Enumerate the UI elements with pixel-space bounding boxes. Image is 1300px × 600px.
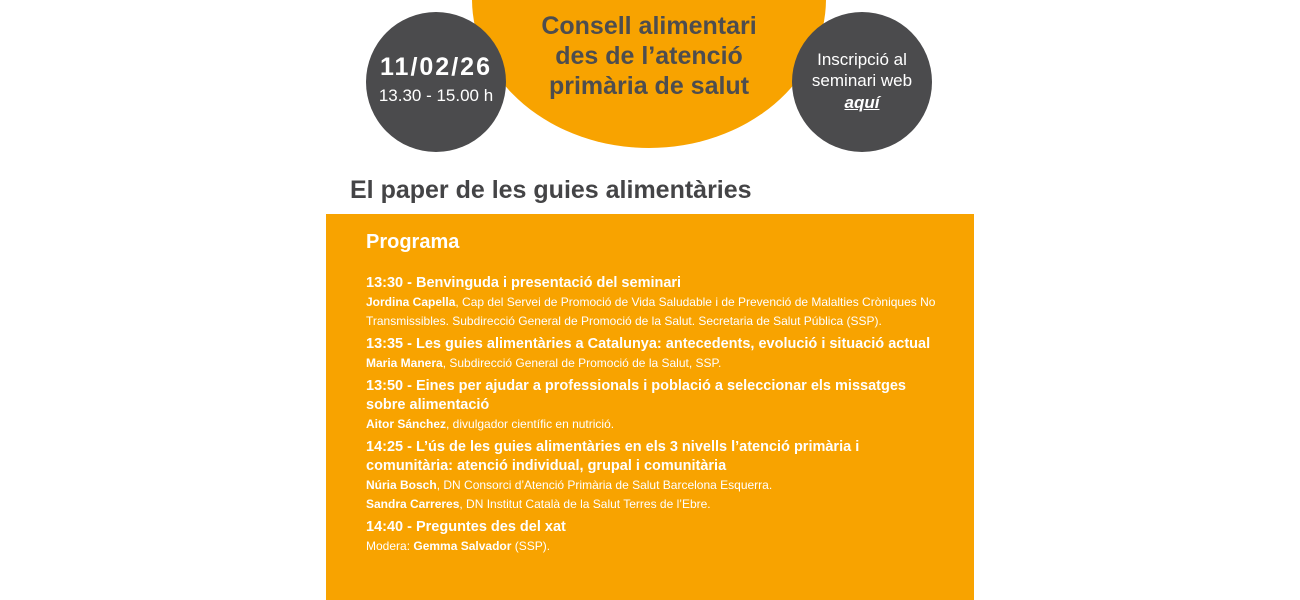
speaker-role: , divulgador científic en nutrició. — [446, 417, 615, 431]
agenda-item — [366, 518, 946, 556]
speaker-name: Núria Bosch — [366, 478, 437, 492]
speaker-line — [366, 537, 946, 556]
registration-line-1: Inscripció al — [817, 50, 907, 69]
speaker-role: , DN Consorci d’Atenció Primària de Salut Barcelona Esquerra. — [436, 478, 773, 492]
speaker-name: Maria Manera — [366, 356, 443, 370]
agenda-item — [366, 438, 946, 514]
speaker-name: Aitor Sánchez — [366, 417, 447, 431]
registration-circle — [792, 12, 932, 152]
section-heading: El paper de les guies alimentàries — [350, 176, 752, 204]
event-title-line-2: des de l’atenció — [555, 42, 743, 70]
speaker-line — [366, 495, 946, 514]
speaker-role: , DN Institut Català de la Salut Terres de l’Ebre. — [459, 497, 711, 511]
date-circle — [366, 12, 506, 152]
event-title-line-1: Consell alimentari — [541, 12, 757, 40]
speaker-name: Jordina Capella — [366, 295, 456, 309]
session-heading: 13:35 - Les guies alimentàries a Catalunya: antecedents, evolució i situació actual — [366, 336, 931, 352]
speaker-role: (SSP). — [511, 539, 551, 553]
speaker-role: , Subdirecció General de Promoció de la Salut, SSP. — [442, 356, 722, 370]
speaker-line — [366, 476, 946, 495]
speaker-name: Sandra Carreres — [366, 497, 460, 511]
speaker-role: , Cap del Servei de Promoció de Vida Saludable i de Prevenció de Malalties Cròniques No Transmissibles. Subdirecció General de Promoció de la Salut. Secretaria de Salut Pública (SSP). — [366, 295, 936, 328]
event-date: 11/02/26 — [380, 53, 492, 81]
speaker-line — [366, 354, 946, 373]
agenda-item — [366, 274, 946, 331]
moderator-prefix: Modera: — [366, 539, 414, 553]
agenda-item — [366, 335, 946, 373]
session-heading: 13:30 - Benvinguda i presentació del seminari — [366, 275, 682, 291]
session-heading: 14:25 - L’ús de les guies alimentàries en els 3 nivells l’atenció primària i comunitària: atenció individual, grupal i comunitària — [366, 439, 860, 474]
registration-link[interactable]: aquí — [844, 93, 880, 112]
program-panel — [326, 214, 974, 600]
event-title-line-3: primària de salut — [548, 72, 750, 100]
speaker-line — [366, 415, 946, 434]
speaker-line — [366, 293, 946, 331]
session-heading: 13:50 - Eines per ajudar a professionals i població a seleccionar els missatges sobre alimentació — [366, 378, 906, 413]
program-title: Programa — [366, 231, 460, 253]
speaker-name: Gemma Salvador — [413, 539, 512, 553]
agenda-list — [366, 274, 946, 560]
event-time: 13.30 - 15.00 h — [378, 86, 494, 105]
agenda-item — [366, 377, 946, 434]
registration-line-2: seminari web — [811, 71, 913, 90]
session-heading: 14:40 - Preguntes des del xat — [366, 519, 566, 535]
